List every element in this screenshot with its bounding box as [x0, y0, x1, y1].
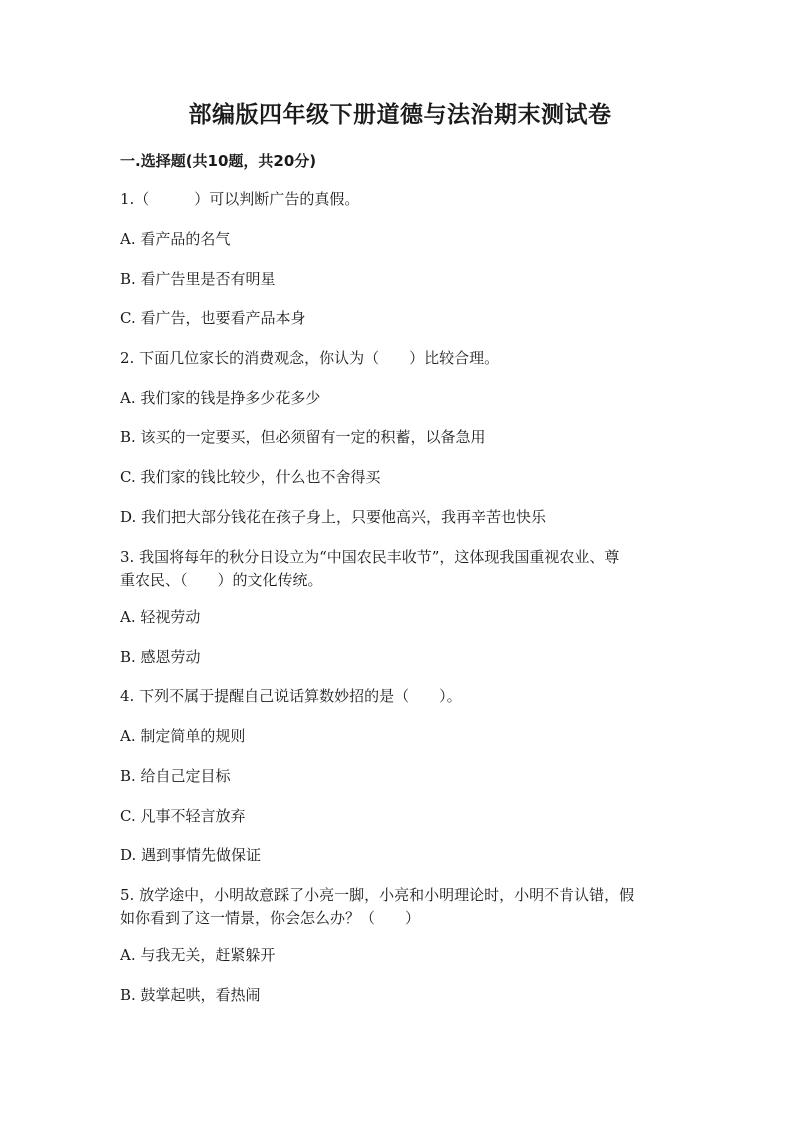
question-2-option-d: D. 我们把大部分钱花在孩子身上，只要他高兴，我再辛苦也快乐 [120, 508, 547, 526]
question-3-stem-line-2: 重农民、（ ）的文化传统。 [120, 571, 323, 589]
question-1-option-c: C. 看广告，也要看产品本身 [120, 309, 306, 327]
page-title: 部编版四年级下册道德与法治期末测试卷 [188, 102, 612, 128]
question-2-option-c: C. 我们家的钱比较少，什么也不舍得买 [120, 468, 381, 486]
question-4-option-d: D. 遇到事情先做保证 [120, 846, 262, 864]
question-5-option-b: B. 鼓掌起哄，看热闹 [120, 986, 261, 1004]
question-3-option-b: B. 感恩劳动 [120, 648, 201, 666]
question-3-option-a: A. 轻视劳动 [120, 608, 201, 626]
question-4-option-c: C. 凡事不轻言放弃 [120, 807, 246, 825]
question-5-stem-line-1: 5. 放学途中，小明故意踩了小亮一脚，小亮和小明理论时，小明不肯认错，假 [120, 886, 635, 904]
question-1-stem: 1.（ ）可以判断广告的真假。 [120, 190, 360, 208]
question-4-stem: 4. 下列不属于提醒自己说话算数妙招的是（ ）。 [120, 687, 462, 705]
question-1-option-a: A. 看产品的名气 [120, 230, 231, 248]
question-5-stem-line-2: 如你看到了这一情景，你会怎么办？（ ） [120, 909, 421, 927]
question-3-stem-line-1: 3. 我国将每年的秋分日设立为“中国农民丰收节”，这体现我国重视农业、尊 [120, 548, 620, 566]
question-1-option-b: B. 看广告里是否有明星 [120, 270, 276, 288]
question-4-option-a: A. 制定简单的规则 [120, 727, 246, 745]
section-heading: 一.选择题(共10题，共20分) [120, 152, 317, 170]
question-4-option-b: B. 给自己定目标 [120, 767, 231, 785]
question-2-stem: 2. 下面几位家长的消费观念，你认为（ ）比较合理。 [120, 349, 500, 367]
question-5-option-a: A. 与我无关，赶紧躲开 [120, 946, 276, 964]
question-2-option-a: A. 我们家的钱是挣多少花多少 [120, 389, 321, 407]
question-2-option-b: B. 该买的一定要买，但必须留有一定的积蓄，以备急用 [120, 428, 486, 446]
